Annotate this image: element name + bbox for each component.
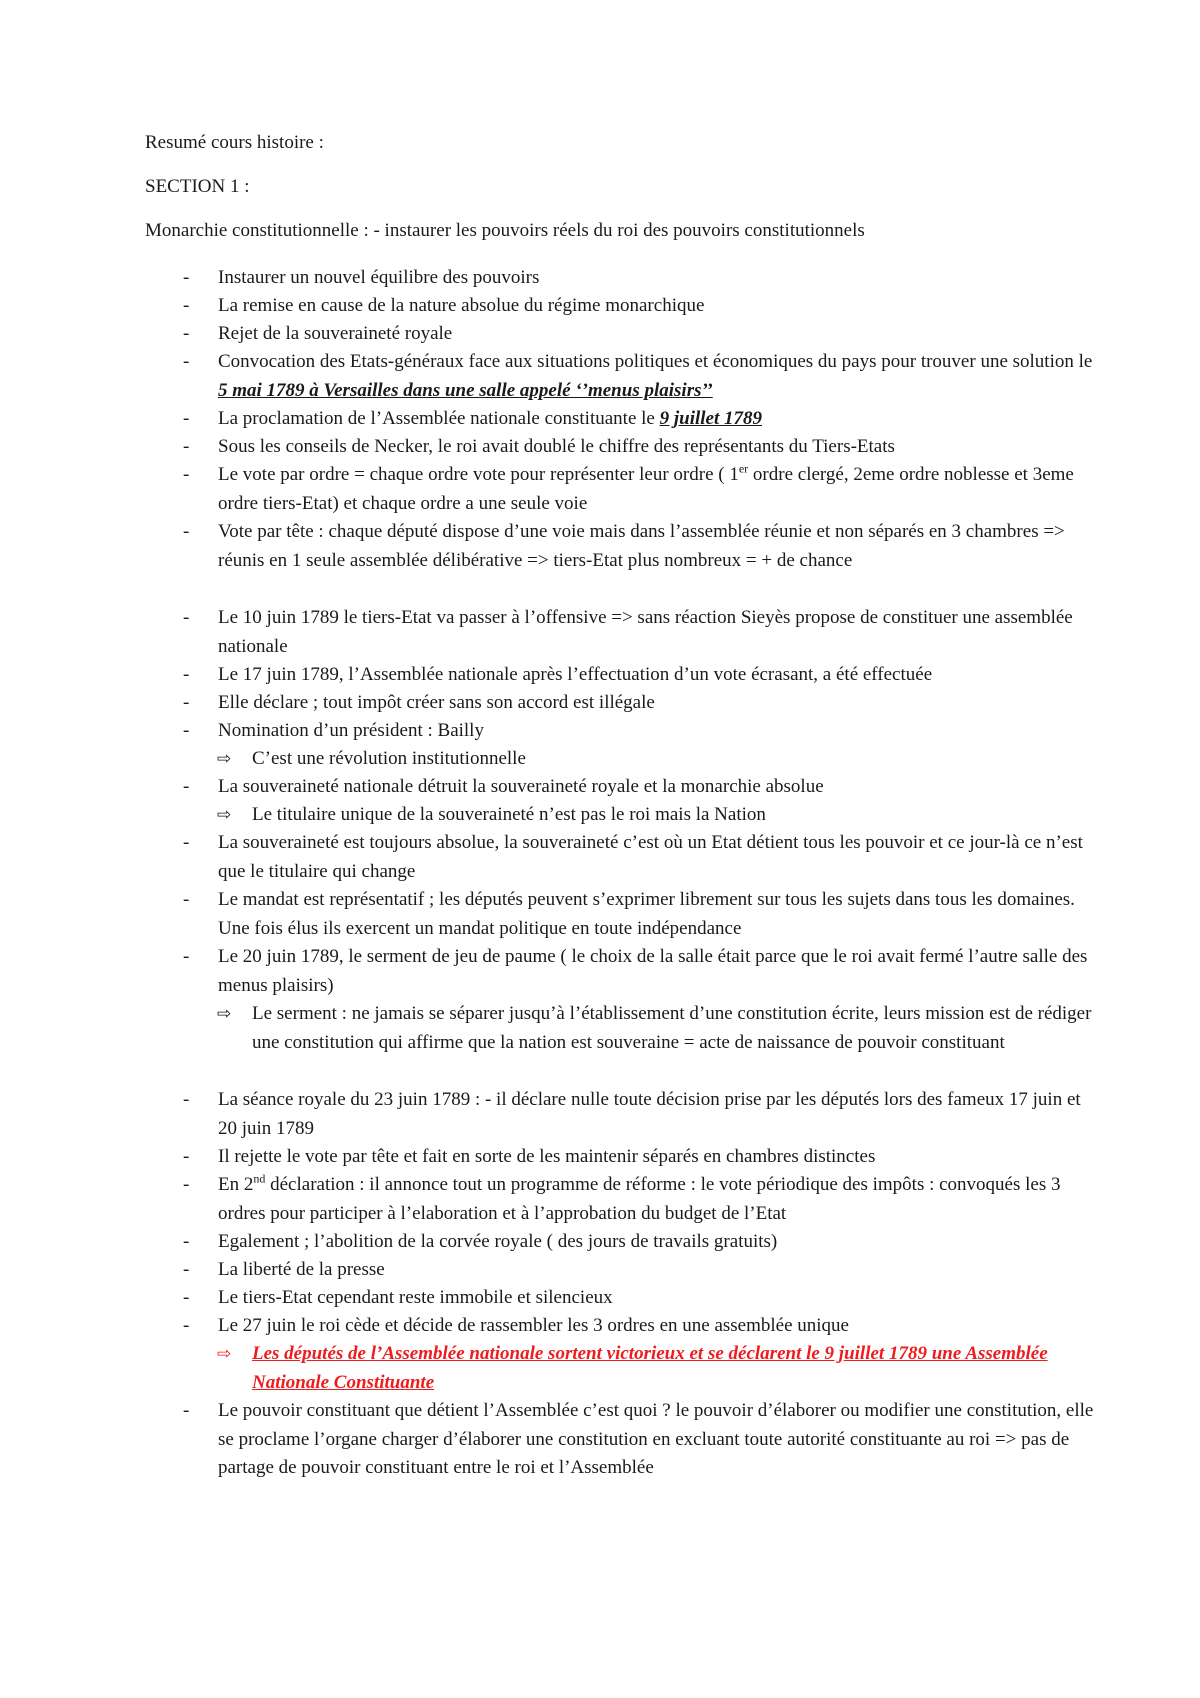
list-item-text: Vote par tête : chaque député dispose d’une voie mais dans l’assemblée réunie et non séparés en 3 chambres => réunis en 1 seule assemblée délibérative => tiers-Etat plus nombreux = + de chance: [218, 521, 1065, 571]
list-item-text-plain: En 2: [218, 1174, 254, 1195]
dash-bullet: -: [183, 1400, 190, 1421]
list-item-text: La séance royale du 23 juin 1789 : - il déclare nulle toute décision prise par les députés lors des fameux 17 juin et 20 juin 1789: [218, 1089, 1081, 1139]
dash-bullet: -: [183, 267, 190, 288]
list-item-text: [218, 1171, 1098, 1228]
arrow-right-icon: ⇨: [217, 1004, 232, 1024]
dash-bullet: -: [183, 664, 190, 685]
section-heading: SECTION 1 :: [145, 176, 250, 197]
dash-bullet: -: [183, 436, 190, 457]
list-item-text: [218, 461, 1098, 518]
dash-bullet: -: [183, 1231, 190, 1252]
list-item-text-plain: Convocation des Etats-généraux face aux situations politiques et économiques du pays pour trouver une solution le: [218, 351, 1093, 372]
list-item-text-emphasis: 9 juillet 1789: [659, 408, 762, 429]
list-item-text: Egalement ; l’abolition de la corvée royale ( des jours de travails gratuits): [218, 1231, 778, 1252]
list-item-text: La souveraineté est toujours absolue, la souveraineté c’est où un Etat détient tous les pouvoir et ce jour-là ce n’est que le titulaire qui change: [218, 832, 1083, 882]
list-item-text: Instaurer un nouvel équilibre des pouvoirs: [218, 267, 540, 288]
list-item-text: Il rejette le vote par tête et fait en sorte de les maintenir séparés en chambres distinctes: [218, 1146, 876, 1167]
sub-item-text: Les députés de l’Assemblée nationale sortent victorieux et se déclarent le 9 juillet 1789 une Assemblée Nationale Constituante: [252, 1343, 1048, 1393]
superscript: nd: [253, 1171, 266, 1186]
dash-bullet: -: [183, 1089, 190, 1110]
list-item-text: Le pouvoir constituant que détient l’Assemblée c’est quoi ? le pouvoir d’élaborer ou modifier une constitution, elle se proclame l’organe charger d’élaborer une constitution en excluant toute autorité constituante au roi => pas de partage de pouvoir constituant entre le roi et l’Assemblée: [218, 1400, 1094, 1478]
list-item-text: Le 10 juin 1789 le tiers-Etat va passer à l’offensive => sans réaction Sieyès propose de constituer une assemblée nationale: [218, 607, 1073, 657]
dash-bullet: -: [183, 1259, 190, 1280]
superscript: er: [738, 461, 749, 476]
intro-paragraph: Monarchie constitutionnelle : - instaurer les pouvoirs réels du roi des pouvoirs constitutionnels: [145, 220, 865, 241]
dash-bullet: -: [183, 295, 190, 316]
list-item-text: [218, 348, 1098, 405]
dash-bullet: -: [183, 1174, 190, 1195]
sub-item-text: Le titulaire unique de la souveraineté n’est pas le roi mais la Nation: [252, 804, 766, 825]
dash-bullet: -: [183, 408, 190, 429]
list-item-text: Elle déclare ; tout impôt créer sans son accord est illégale: [218, 692, 655, 713]
dash-bullet: -: [183, 832, 190, 853]
list-item-text: Rejet de la souveraineté royale: [218, 323, 453, 344]
list-item-text: La liberté de la presse: [218, 1259, 385, 1280]
list-item-text: La remise en cause de la nature absolue du régime monarchique: [218, 295, 705, 316]
list-item-text: Sous les conseils de Necker, le roi avait doublé le chiffre des représentants du Tiers-Etats: [218, 436, 895, 457]
list-item-text: Nomination d’un président : Bailly: [218, 720, 484, 741]
dash-bullet: -: [183, 464, 190, 485]
arrow-right-icon: ⇨: [217, 749, 232, 769]
dash-bullet: -: [183, 889, 190, 910]
list-item-text: Le 17 juin 1789, l’Assemblée nationale après l’effectuation d’un vote écrasant, a été effectuée: [218, 664, 933, 685]
arrow-right-icon: ⇨: [217, 1344, 232, 1364]
list-item-text: Le tiers-Etat cependant reste immobile et silencieux: [218, 1287, 613, 1308]
dash-bullet: -: [183, 946, 190, 967]
dash-bullet: -: [183, 776, 190, 797]
doc-title: Resumé cours histoire :: [145, 132, 324, 153]
dash-bullet: -: [183, 351, 190, 372]
dash-bullet: -: [183, 323, 190, 344]
arrow-right-icon: ⇨: [217, 805, 232, 825]
list-item-text-plain: Le vote par ordre = chaque ordre vote pour représenter leur ordre ( 1: [218, 464, 739, 485]
list-item-text: La souveraineté nationale détruit la souveraineté royale et la monarchie absolue: [218, 776, 824, 797]
dash-bullet: -: [183, 521, 190, 542]
dash-bullet: -: [183, 692, 190, 713]
dash-bullet: -: [183, 1146, 190, 1167]
list-item-text: Le 27 juin le roi cède et décide de rassembler les 3 ordres en une assemblée unique: [218, 1315, 849, 1336]
sub-item-text: C’est une révolution institutionnelle: [252, 748, 526, 769]
dash-bullet: -: [183, 607, 190, 628]
list-item-text-plain: ordre clergé, 2eme ordre noblesse et 3eme ordre tiers-Etat) et chaque ordre a une seule voie: [218, 464, 1074, 514]
list-item-text: [218, 405, 1098, 434]
dash-bullet: -: [183, 720, 190, 741]
list-item-text-emphasis: 5 mai 1789 à Versailles dans une salle appelé ‘’menus plaisirs’’: [218, 379, 713, 401]
list-item-text-plain: La proclamation de l’Assemblée nationale constituante le: [218, 408, 660, 429]
sub-item-text: Le serment : ne jamais se séparer jusqu’à l’établissement d’une constitution écrite, leurs mission est de rédiger une constitution qui affirme que la nation est souveraine = acte de naissance de pouvoir constituant: [252, 1003, 1092, 1053]
dash-bullet: -: [183, 1315, 190, 1336]
dash-bullet: -: [183, 1287, 190, 1308]
list-item-text-plain: déclaration : il annonce tout un programme de réforme : le vote périodique des impôts : convoqués les 3 ordres pour participer à l’elaboration et à l’approbation du budget de l’Etat: [218, 1174, 1061, 1224]
list-item-text: Le 20 juin 1789, le serment de jeu de paume ( le choix de la salle était parce que le roi avait fermé l’autre salle des menus plaisirs): [218, 946, 1088, 996]
list-item-text: Le mandat est représentatif ; les députés peuvent s’exprimer librement sur tous les sujets dans tous les domaines. Une fois élus ils exercent un mandat politique en toute indépendance: [218, 889, 1075, 939]
